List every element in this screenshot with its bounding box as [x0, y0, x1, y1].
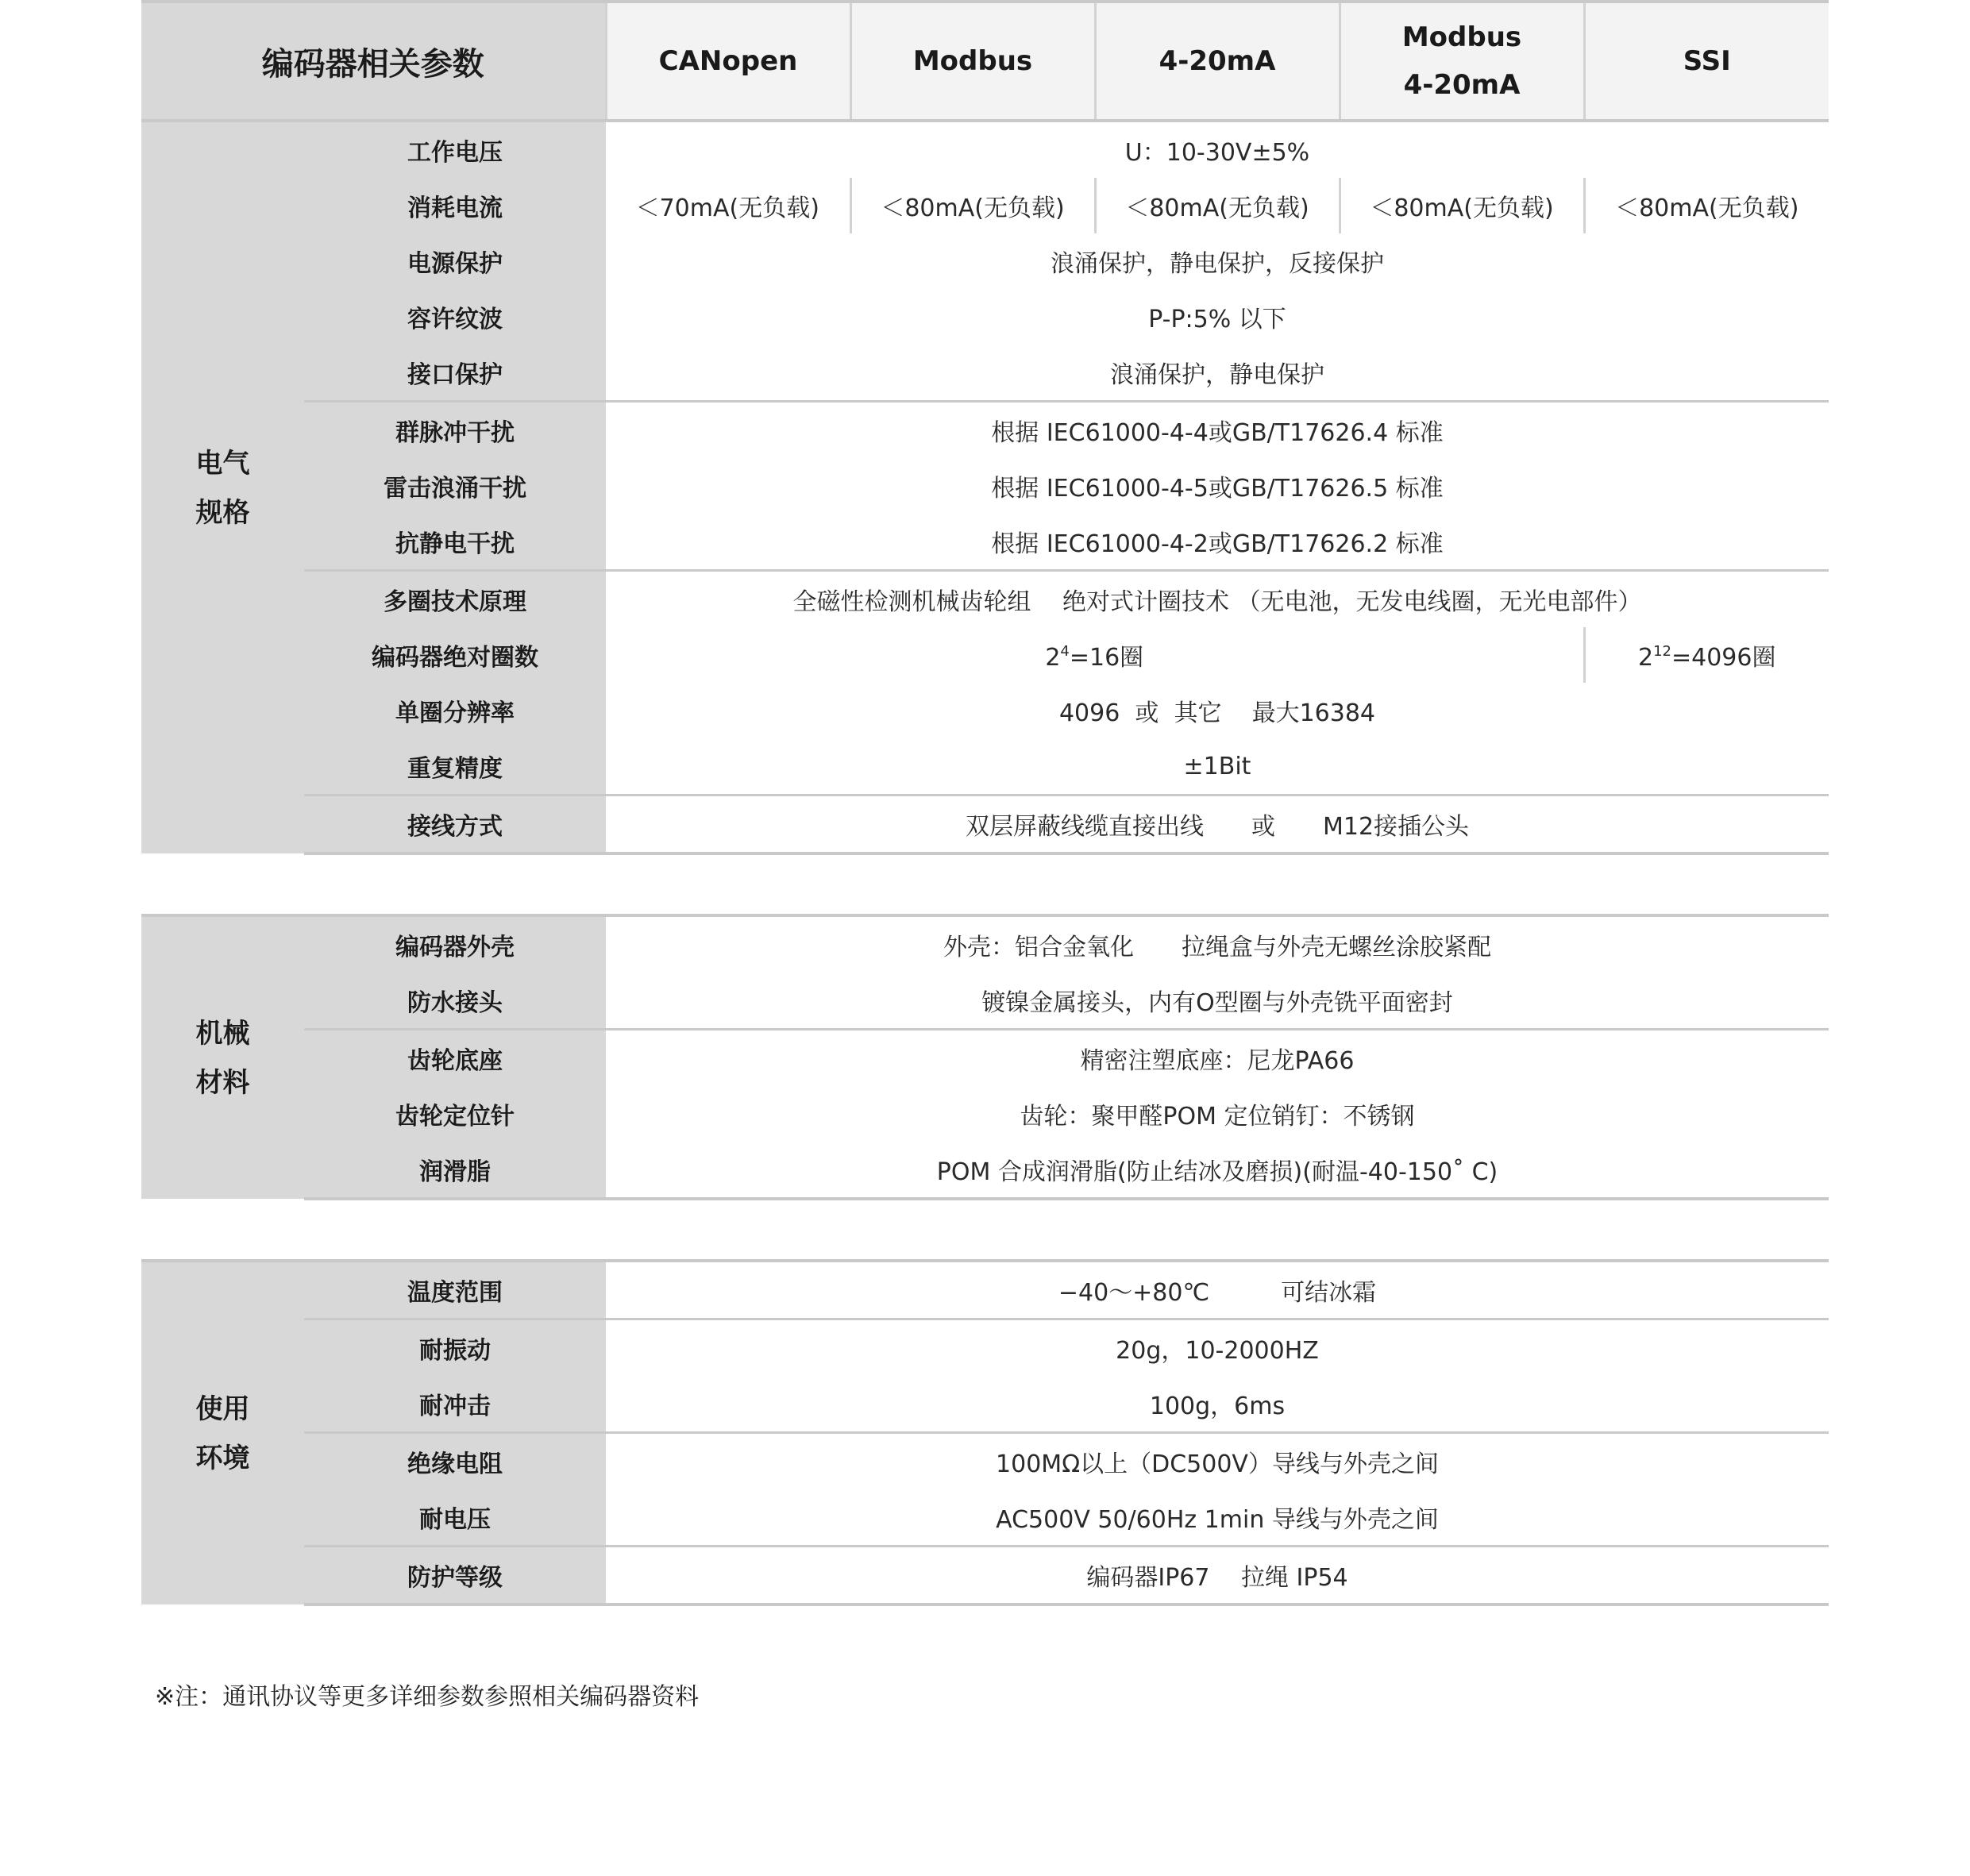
table-row [141, 627, 1829, 683]
param-value: 根据 IEC61000-4-4或GB/T17626.4 标准 [606, 402, 1829, 459]
section-electrical [141, 121, 1829, 853]
table-row [141, 1376, 1829, 1433]
table-row [141, 514, 1829, 571]
param-label: 耐振动 [304, 1319, 606, 1377]
param-value-turns-4096: $2^{12}=4096$圈 [1584, 627, 1829, 683]
spec-sheet [141, 0, 1829, 1606]
section-gap [141, 853, 1829, 915]
param-label: 抗静电干扰 [304, 514, 606, 571]
param-value-4-20ma: ＜80mA(无负载) [1095, 178, 1340, 233]
param-value: 20g，10-2000HZ [606, 1319, 1829, 1377]
param-value-modbus-4-20ma: ＜80mA(无负载) [1340, 178, 1584, 233]
param-value: U：10-30V±5% [606, 121, 1829, 178]
table-row [141, 1489, 1829, 1547]
param-value-modbus: ＜80mA(无负载) [850, 178, 1095, 233]
section-mechanical [141, 915, 1829, 1199]
table-row [141, 738, 1829, 795]
param-label: 温度范围 [304, 1261, 606, 1319]
table-row [141, 1086, 1829, 1142]
param-label: 工作电压 [304, 121, 606, 178]
table-row [141, 1547, 1829, 1605]
group-label-mechanical: 机械 材料 [141, 915, 304, 1199]
table-row [141, 1261, 1829, 1319]
table-header-row [141, 2, 1829, 121]
param-label: 编码器外壳 [304, 915, 606, 973]
param-label: 容许纹波 [304, 289, 606, 345]
param-value: 齿轮：聚甲醛POM 定位销钉：不锈钢 [606, 1086, 1829, 1142]
param-value: 浪涌保护，静电保护 [606, 345, 1829, 402]
param-value: POM 合成润滑脂(防止结冰及磨损)(耐温-40-150˚ C) [606, 1142, 1829, 1199]
param-value: 镀镍金属接头，内有O型圈与外壳铣平面密封 [606, 973, 1829, 1030]
param-value: −40～+80℃ 可结冰霜 [606, 1261, 1829, 1319]
table-row [141, 683, 1829, 738]
table-row [141, 915, 1829, 973]
param-value: 根据 IEC61000-4-2或GB/T17626.2 标准 [606, 514, 1829, 571]
param-label: 绝缘电阻 [304, 1433, 606, 1490]
table-row [141, 571, 1829, 628]
param-value: 浪涌保护，静电保护，反接保护 [606, 233, 1829, 289]
param-value: 双层屏蔽线缆直接出线 或 M12接插公头 [606, 795, 1829, 854]
table-title: 编码器相关参数 [141, 2, 606, 121]
param-label: 齿轮定位针 [304, 1086, 606, 1142]
param-value-ssi: ＜80mA(无负载) [1584, 178, 1829, 233]
param-value: 精密注塑底座：尼龙PA66 [606, 1030, 1829, 1087]
param-value: 外壳：铝合金氧化 拉绳盒与外壳无螺丝涂胶紧配 [606, 915, 1829, 973]
table-row [141, 795, 1829, 854]
spec-table [141, 0, 1829, 1606]
param-label: 耐冲击 [304, 1376, 606, 1433]
param-value: AC500V 50/60Hz 1min 导线与外壳之间 [606, 1489, 1829, 1547]
table-row [141, 121, 1829, 178]
param-label: 单圈分辨率 [304, 683, 606, 738]
table-row [141, 973, 1829, 1030]
param-value: 全磁性检测机械齿轮组 绝对式计圈技术 （无电池，无发电线圈，无光电部件） [606, 571, 1829, 628]
column-header-4-20ma: 4-20mA [1095, 2, 1340, 121]
param-label: 编码器绝对圈数 [304, 627, 606, 683]
param-value: 100MΩ以上（DC500V）导线与外壳之间 [606, 1433, 1829, 1490]
param-label: 群脉冲干扰 [304, 402, 606, 459]
param-value: ±1Bit [606, 738, 1829, 795]
param-value: P-P:5% 以下 [606, 289, 1829, 345]
param-label: 接口保护 [304, 345, 606, 402]
param-value: 4096 或 其它 最大16384 [606, 683, 1829, 738]
section-environment [141, 1261, 1829, 1604]
group-label-electrical: 电气 规格 [141, 121, 304, 853]
table-row [141, 233, 1829, 289]
column-header-modbus-4-20ma: Modbus 4-20mA [1340, 2, 1584, 121]
param-label: 电源保护 [304, 233, 606, 289]
table-row [141, 458, 1829, 514]
column-header-canopen: CANopen [606, 2, 850, 121]
group-label-environment: 使用 环境 [141, 1261, 304, 1604]
param-value-canopen: ＜70mA(无负载) [606, 178, 850, 233]
table-row [141, 1142, 1829, 1199]
table-row [141, 1433, 1829, 1490]
param-label: 防护等级 [304, 1547, 606, 1605]
column-header-ssi: SSI [1584, 2, 1829, 121]
param-label: 齿轮底座 [304, 1030, 606, 1087]
table-row [141, 178, 1829, 233]
param-label: 重复精度 [304, 738, 606, 795]
table-row [141, 345, 1829, 402]
param-label: 润滑脂 [304, 1142, 606, 1199]
table-row [141, 1030, 1829, 1087]
param-value: 编码器IP67 拉绳 IP54 [606, 1547, 1829, 1605]
param-value: 根据 IEC61000-4-5或GB/T17626.5 标准 [606, 458, 1829, 514]
table-row [141, 402, 1829, 459]
param-label: 雷击浪涌干扰 [304, 458, 606, 514]
section-gap [141, 1199, 1829, 1261]
table-row [141, 289, 1829, 345]
footnote: ※注：通讯协议等更多详细参数参照相关编码器资料 [155, 1683, 700, 1711]
param-label: 接线方式 [304, 795, 606, 854]
param-value-turns-16: $2^4=16$圈 [606, 627, 1584, 683]
param-label: 耐电压 [304, 1489, 606, 1547]
param-label: 多圈技术原理 [304, 571, 606, 628]
column-header-modbus: Modbus [850, 2, 1095, 121]
param-label: 防水接头 [304, 973, 606, 1030]
param-value: 100g，6ms [606, 1376, 1829, 1433]
table-row [141, 1319, 1829, 1377]
param-label: 消耗电流 [304, 178, 606, 233]
